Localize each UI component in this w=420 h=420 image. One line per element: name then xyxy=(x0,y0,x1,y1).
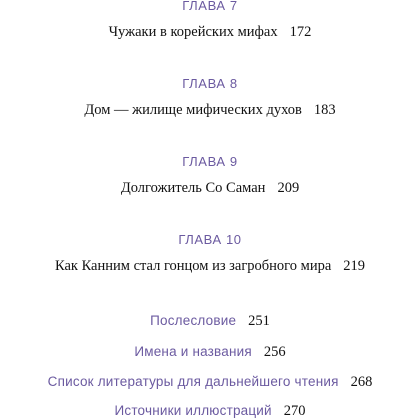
chapter-label: ГЛАВА 8 xyxy=(182,76,238,91)
back-matter-title: Список литературы для дальнейшего чтения xyxy=(47,374,339,389)
chapter-entry[interactable] xyxy=(0,257,420,275)
chapter-page-number: 219 xyxy=(343,258,366,274)
back-matter-page-number: 270 xyxy=(283,403,306,419)
chapter-title: Как Канним стал гонцом из загробного мира xyxy=(54,258,332,274)
chapter-entry[interactable] xyxy=(0,101,420,119)
toc-chapter-10 xyxy=(0,232,420,275)
chapter-page-number: 209 xyxy=(277,180,300,196)
back-matter-page-number: 256 xyxy=(263,344,286,360)
chapter-title: Долгожитель Со Саман xyxy=(120,180,266,196)
toc-names-and-titles[interactable] xyxy=(0,343,420,361)
chapter-title: Чужаки в корейских мифах xyxy=(108,24,278,40)
back-matter-title: Послесловие xyxy=(150,313,237,328)
toc-illustration-sources[interactable] xyxy=(0,402,420,420)
toc-afterword[interactable] xyxy=(0,312,420,330)
chapter-page-number: 172 xyxy=(289,24,312,40)
chapter-label: ГЛАВА 7 xyxy=(182,0,238,13)
back-matter-title: Имена и названия xyxy=(134,344,252,359)
toc-chapter-7 xyxy=(0,0,420,41)
back-matter-page-number: 268 xyxy=(350,374,373,390)
chapter-label: ГЛАВА 10 xyxy=(178,232,242,247)
toc-chapter-8 xyxy=(0,76,420,119)
toc-chapter-9 xyxy=(0,154,420,197)
back-matter-title: Источники иллюстраций xyxy=(114,403,272,418)
back-matter-page-number: 251 xyxy=(248,313,270,329)
chapter-title: Дом — жилище мифических духов xyxy=(84,102,302,118)
chapter-label: ГЛАВА 9 xyxy=(182,154,238,169)
toc-further-reading[interactable] xyxy=(0,373,420,391)
chapter-entry[interactable] xyxy=(0,179,420,197)
chapter-page-number: 183 xyxy=(313,102,336,118)
chapter-entry[interactable] xyxy=(0,23,420,41)
